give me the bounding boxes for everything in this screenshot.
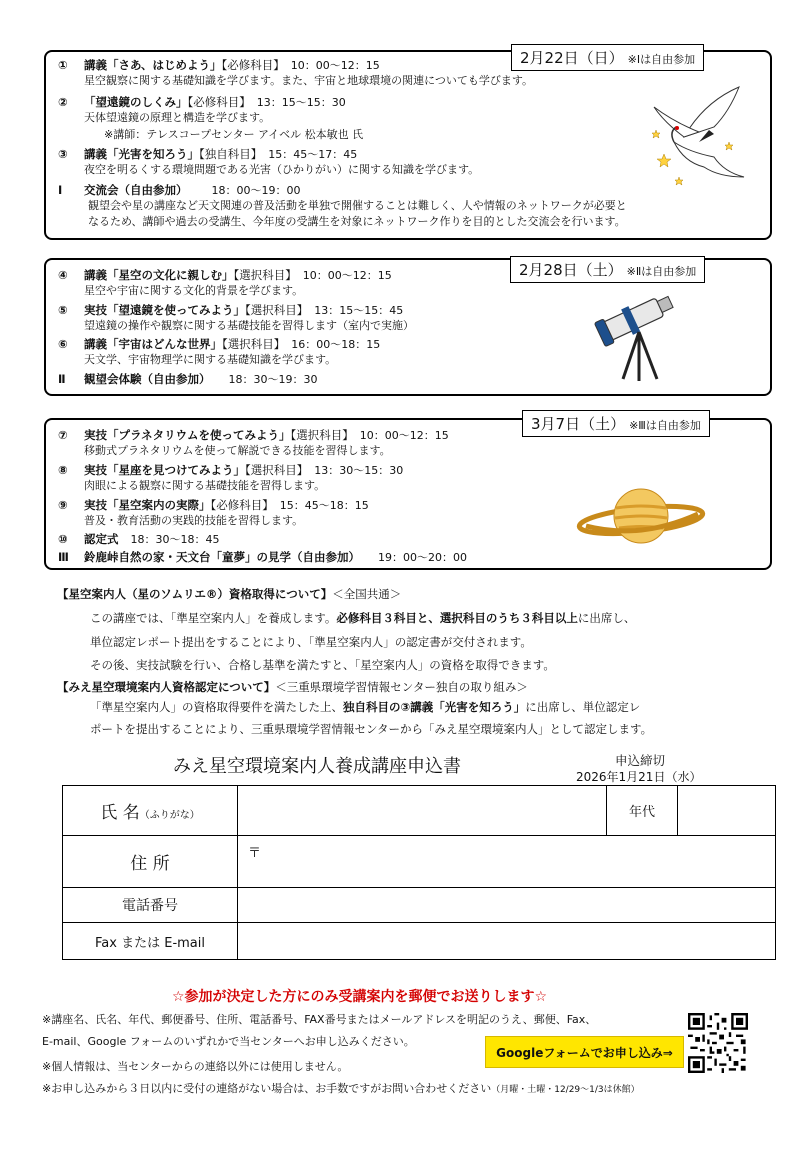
address-label: 住 所	[63, 836, 238, 888]
google-form-button[interactable]: Googleフォームでお申し込み⇒	[485, 1036, 684, 1068]
session-item: ⑥ 講義「宇宙はどんな世界」【選択科目】 16：00～18：15	[58, 337, 381, 351]
footer-note-1: ※講座名、氏名、年代、郵便番号、住所、電話番号、FAX番号またはメールアドレスを明記のうえ、郵便、Fax、	[42, 1013, 597, 1026]
age-input[interactable]	[678, 786, 776, 836]
qr-code-icon[interactable]	[688, 1013, 748, 1073]
session-item: ⑨ 実技「星空案内の実際」【必修科目】 15：45～18：15	[58, 498, 369, 512]
qualification-line-3: その後、実技試験を行い、合格し基準を満たすと、「星空案内人」の資格を取得できます。	[90, 658, 555, 672]
session-item: ② 「望遠鏡のしくみ」【必修科目】 13：15～15：30	[58, 95, 346, 109]
application-form	[62, 785, 776, 960]
footer-note-3: ※個人情報は、当センターからの連絡以外には使用しません。	[42, 1060, 349, 1073]
name-label-cell: 氏 名（ふりがな）	[63, 786, 238, 836]
qualification-heading: 【星空案内人（星のソムリエ®）資格取得について】＜全国共通＞	[57, 587, 402, 601]
qualification-line-2: 単位認定レポート提出をすることにより、「準星空案内人」の認定書が交付されます。	[90, 635, 532, 649]
session-item: ⑧ 実技「星座を見つけてみよう」【選択科目】 13：30～15：30	[58, 463, 404, 477]
session-item: ⑤ 実技「望遠鏡を使ってみよう」【選択科目】 13：15～15：45	[58, 303, 404, 317]
session-item: ① 講義「さあ、はじめよう」【必修科目】 10：00～12：15	[58, 58, 380, 72]
session-box-2: ④ 講義「星空の文化に親しむ」【選択科目】 10：00～12：15 星空や宇宙に関する文化的背景を学びます。 ⑤ 実技「望遠鏡を使ってみよう」【選択科目】 13：15～15：45 望遠鏡の操作や観察に関する基礎技能を習得します（室内で実施） ⑥ 講義「宇宙はどんな世界」【選択科目】 16：00～18：15 天文学、宇宙物理学に関する基礎知識を学びます。 Ⅱ 観望会体験（自由参加） 18：30～19：30	[44, 258, 772, 396]
mail-notice: ☆参加が決定した方にのみ受講案内を郵便でお送りします☆	[172, 989, 548, 1005]
session-item: ⑩ 認定式 18：30～18：45	[58, 532, 220, 546]
date-tag-2: 2月28日（土） ※Ⅱは自由参加	[510, 256, 705, 283]
form-title: みえ星空環境案内人養成講座申込書	[173, 756, 461, 777]
session-item: Ⅰ 交流会（自由参加） 18：00～19：00	[58, 183, 301, 197]
age-label: 年代	[607, 786, 678, 836]
footer-note-2: E-mail、Google フォームのいずれかで当センターへお申し込みください。	[42, 1035, 415, 1048]
mie-line-1: 「準星空案内人」の資格取得要件を満たした上、独自科目の③講義「光害を知ろう」に出席し、単位認定レ	[90, 700, 641, 714]
session-item: ③ 講義「光害を知ろう」【独自科目】 15：45～17：45	[58, 147, 358, 161]
session-item: ④ 講義「星空の文化に親しむ」【選択科目】 10：00～12：15	[58, 268, 392, 282]
phone-label: 電話番号	[63, 888, 238, 923]
fax-email-label: Fax または E-mail	[63, 923, 238, 960]
session-item: Ⅱ 観望会体験（自由参加） 18：30～19：30	[58, 372, 318, 386]
session-box-1: ① 講義「さあ、はじめよう」【必修科目】 10：00～12：15 星空観察に関する基礎知識を学びます。また、宇宙と地球環境の関連についても学びます。 ② 「望遠鏡のしくみ」【必修科目】 13：15～15：30 天体望遠鏡の原理と構造を学びます。 ※講師：テレスコープセンター アイベル 松本敏也 氏 ③ 講義「光害を知ろう」【独自科目】 15：45～17：45 夜空を明るくする環境問題である光害（ひかりがい）に関する知識を学びます。 Ⅰ 交流会（自由参加） 18：00～19：00 観望会や星の講座など天文関連の普及活動を単独で開催することは難しく、人や情報のネットワークが必要と なるため、講師や過去の受講生、今年度の受講生を対象にネットワーク作りを目的とした交流会を行います。	[44, 50, 772, 240]
address-input[interactable]	[238, 836, 776, 888]
name-input[interactable]	[238, 786, 607, 836]
postal-mark: 〒	[248, 846, 262, 861]
session-box-3: ⑦ 実技「プラネタリウムを使ってみよう」【選択科目】 10：00～12：15 移動式プラネタリウムを使って解説できる技能を習得します。 ⑧ 実技「星座を見つけてみよう」【選択科目】 13：30～15：30 肉眼による観察に関する基礎技能を習得します。 ⑨ 実技「星空案内の実際」【必修科目】 15：45～18：15 普及・教育活動の実践的技能を習得します。 ⑩ 認定式 18：30～18：45 Ⅲ 鈴鹿峠自然の家・天文台「童夢」の見学（自由参加） 19：00～20：00	[44, 418, 772, 570]
fax-email-input[interactable]	[238, 923, 776, 960]
crane-illustration	[644, 82, 754, 192]
session-item: Ⅲ 鈴鹿峠自然の家・天文台「童夢」の見学（自由参加） 19：00～20：00	[58, 550, 467, 564]
session-item: ⑦ 実技「プラネタリウムを使ってみよう」【選択科目】 10：00～12：15	[58, 428, 449, 442]
date-tag-1: 2月22日（日） ※Ⅰは自由参加	[511, 44, 704, 71]
date-tag-3: 3月7日（土） ※Ⅲは自由参加	[522, 410, 710, 437]
deadline-label: 申込締切	[615, 753, 666, 768]
footer-note-4: ※お申し込みから３日以内に受付の連絡がない場合は、お手数ですがお問い合わせください（月曜・土曜・12/29～1/3は休館）	[42, 1082, 640, 1095]
phone-input[interactable]	[238, 888, 776, 923]
qualification-line-1: この講座では、「準星空案内人」を養成します。必修科目３科目と、選択科目のうち３科目以上に出席し、	[90, 611, 636, 625]
mie-heading: 【みえ星空環境案内人資格認定について】＜三重県環境学習情報センター独自の取り組み＞	[57, 680, 528, 694]
mie-line-2: ポートを提出することにより、三重県環境学習情報センターから「みえ星空環境案内人」として認定します。	[90, 722, 653, 736]
saturn-illustration	[576, 482, 706, 552]
telescope-illustration	[591, 284, 691, 384]
deadline-date: 2026年1月21日（水）	[576, 770, 702, 784]
